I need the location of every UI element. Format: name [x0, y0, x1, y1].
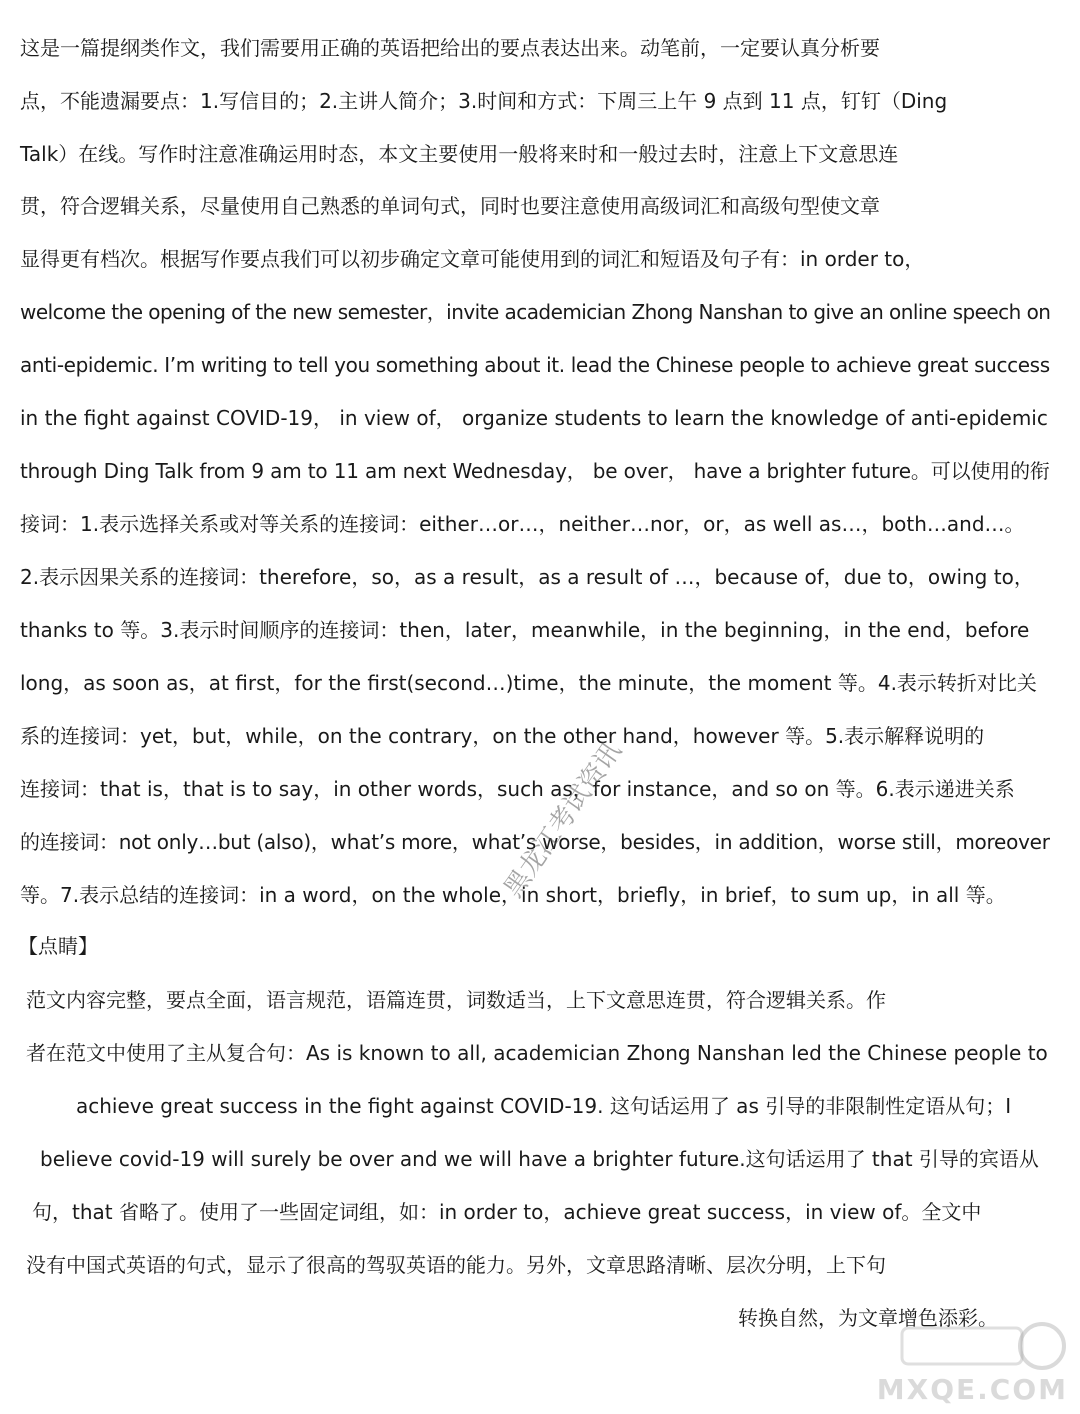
text-line: 句，that 省略了。使用了一些固定词组，如：in order to，achieve great success，in view of。全文中 — [32, 1200, 982, 1224]
text-line: 等。7.表示总结的连接词：in a word，on the whole，in short，briefly，in brief，to sum up，in all 等。 — [20, 883, 1006, 907]
text-line: in the fight against COVID-19， in view of， organize students to learn the knowledge of anti-epidemic — [20, 406, 1048, 430]
text-line: achieve great success in the fight against COVID-19. 这句话运用了 as 引导的非限制性定语从句；I — [76, 1094, 1012, 1118]
text-line: 点，不能遗漏要点：1.写信目的；2.主讲人简介；3.时间和方式：下周三上午 9 点到 11 点，钉钉（Ding — [20, 89, 948, 113]
text-line: anti-epidemic. I’m writing to tell you something about it. lead the Chinese people to achieve great success — [20, 353, 1050, 377]
text-line: 转换自然，为文章增色添彩。 — [738, 1306, 998, 1330]
text-line: welcome the opening of the new semester，invite academician Zhong Nanshan to give an online speech on — [20, 300, 1051, 324]
watermark: 黑龙江考试资讯 — [498, 736, 628, 904]
text-line: 2.表示因果关系的连接词：therefore，so，as a result，as a result of …，because of，due to，owing to， — [20, 565, 1034, 589]
logo-site-text: MXQE.COM — [876, 1373, 1068, 1406]
text-line: 贯，符合逻辑关系，尽量使用自己熟悉的单词句式，同时也要注意使用高级词汇和高级句型使文章 — [20, 194, 880, 218]
text-line: thanks to 等。3.表示时间顺序的连接词：then，later，meanwhile，in the beginning，in the end，before — [20, 618, 1030, 642]
text-line: 这是一篇提纲类作文，我们需要用正确的英语把给出的要点表达出来。动笔前，一定要认真分析要 — [20, 36, 880, 60]
text-line: 者在范文中使用了主从复合句：As is known to all, academician Zhong Nanshan led the Chinese people to — [26, 1041, 1048, 1065]
text-line: Talk）在线。写作时注意准确运用时态，本文主要使用一般将来时和一般过去时，注意上下文意思连 — [20, 142, 899, 166]
text-line: 系的连接词：yet，but，while，on the contrary，on the other hand，however 等。5.表示解释说明的 — [20, 724, 985, 748]
text-line: 接词：1.表示选择关系或对等关系的连接词：either…or…，neither…nor，or，as well as…，both…and…。 — [20, 512, 1025, 536]
text-line: 显得更有档次。根据写作要点我们可以初步确定文章可能使用到的词汇和短语及句子有：in order to， — [20, 247, 925, 271]
text-line: 连接词：that is，that is to say，in other words，such as，for instance，and so on 等。6.表示递进关系 — [20, 777, 1015, 801]
text-line: 范文内容完整，要点全面，语言规范，语篇连贯，词数适当，上下文意思连贯，符合逻辑关系。作 — [26, 988, 886, 1012]
section-title: 【点睛】 — [18, 934, 98, 958]
text-line: 的连接词：not only…but (also)，what’s more，what’s worse，besides，in addition，worse still，moreover — [20, 830, 1050, 854]
text-line: 没有中国式英语的句式，显示了很高的驾驭英语的能力。另外，文章思路清晰、层次分明，上下句 — [26, 1253, 886, 1277]
text-line: long，as soon as，at first，for the first(second…)time，the minute，the moment 等。4.表示转折对比关 — [20, 671, 1037, 695]
text-line: believe covid-19 will surely be over and we will have a brighter future.这句话运用了 that 引导的宾语从 — [40, 1147, 1039, 1171]
text-line: through Ding Talk from 9 am to 11 am next Wednesday， be over， have a brighter future。可以使用的衔 — [20, 459, 1050, 483]
